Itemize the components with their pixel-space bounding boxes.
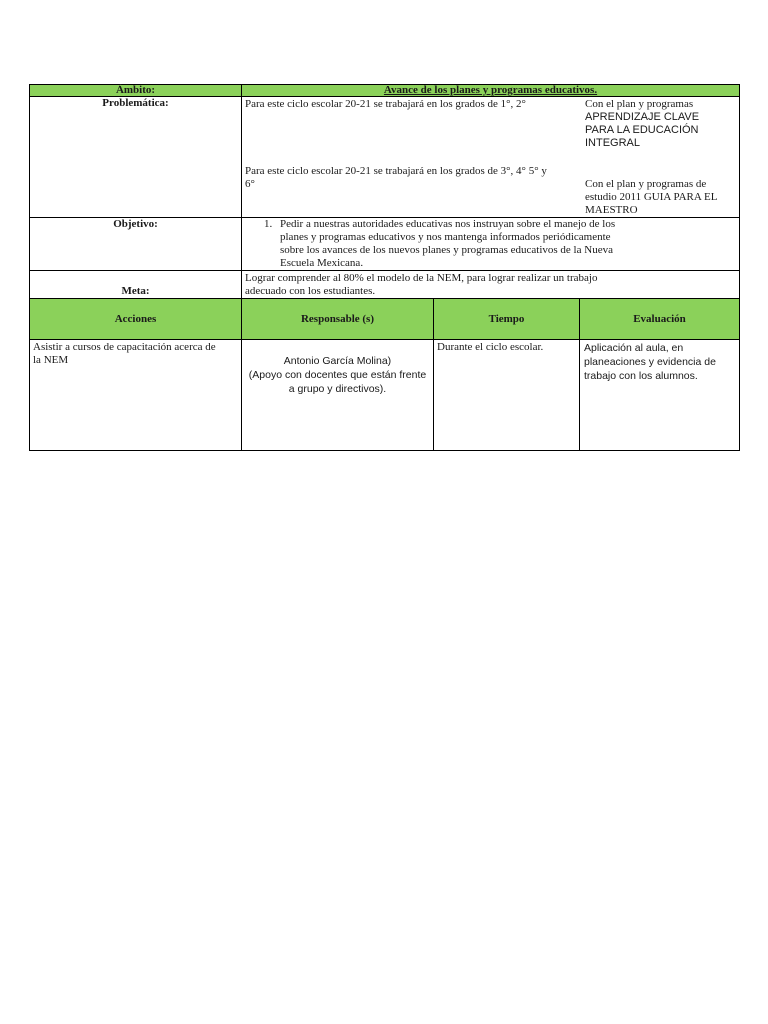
plan1-line-3: PARA LA EDUCACIÓN [585, 124, 699, 136]
meta-label: Meta: [121, 285, 150, 297]
acciones-line-1: Asistir a cursos de capacitación acerca de [33, 341, 216, 353]
text2-line-1: Para este ciclo escolar 20-21 se trabajará en los grados de 3°, 4° 5° y [245, 165, 547, 177]
objetivo-line-3: sobre los avances de los nuevos planes y programas educativos de la Nueva [280, 244, 613, 256]
evaluacion-line-1: Aplicación al aula, en [584, 342, 684, 354]
responsable-line-1: Antonio García Molina) [283, 355, 392, 367]
responsable-line-3: a grupo y directivos). [288, 383, 387, 395]
problematica-plan-1 [585, 98, 735, 150]
plan1-line-2: APRENDIZAJE CLAVE [585, 111, 700, 123]
responsable-line-2: (Apoyo con docentes que están frente [248, 369, 427, 381]
problematica-label: Problemática: [102, 97, 169, 109]
problematica-label-cell [29, 96, 242, 218]
header-tiempo: Tiempo [488, 313, 525, 325]
row-acciones-text [33, 341, 239, 367]
header-responsable: Responsable (s) [300, 313, 375, 325]
meta-text [245, 272, 725, 298]
meta-line-1: Lograr comprender al 80% el modelo de la NEM, para lograr realizar un trabajo [245, 272, 598, 284]
plan2-line-2: estudio 2011 GUIA PARA EL [585, 191, 718, 203]
header-evaluacion: Evaluación [633, 313, 686, 325]
ambito-label: Ámbito: [115, 84, 156, 96]
objetivo-line-1: Pedir a nuestras autoridades educativas nos instruyan sobre el manejo de los [280, 218, 616, 230]
acciones-line-2: la NEM [33, 354, 69, 366]
plan1-line-1: Con el plan y programas [585, 98, 694, 110]
objetivo-line-2: planes y programas educativos y nos mantenga informados periódicamente [280, 231, 611, 243]
problematica-text-2 [245, 165, 585, 191]
row-tiempo-text: Durante el ciclo escolar. [437, 341, 544, 353]
problematica-text-1: Para este ciclo escolar 20-21 se trabajará en los grados de 1°, 2° [245, 98, 526, 110]
row-tiempo-cell [433, 339, 580, 451]
problematica-plan-2 [585, 178, 737, 217]
evaluacion-line-2: planeaciones y evidencia de [584, 356, 716, 368]
objetivo-line-4: Escuela Mexicana. [280, 257, 364, 269]
meta-line-2: adecuado con los estudiantes. [245, 285, 376, 297]
objetivo-number: 1. [264, 218, 273, 230]
plan2-line-1: Con el plan y programas de [585, 178, 707, 190]
plan1-line-4: INTEGRAL [585, 137, 641, 149]
evaluacion-line-3: trabajo con los alumnos. [584, 370, 698, 382]
objetivo-label: Objetivo: [113, 218, 158, 230]
header-acciones: Acciones [114, 313, 157, 325]
text2-line-2: 6° [245, 178, 255, 190]
row-responsable-text [243, 354, 432, 396]
row-evaluacion-text [584, 341, 738, 383]
ambito-value: Avance de los planes y programas educativos. [383, 84, 598, 96]
plan2-line-3: MAESTRO [585, 204, 638, 216]
objetivo-text [280, 218, 720, 270]
